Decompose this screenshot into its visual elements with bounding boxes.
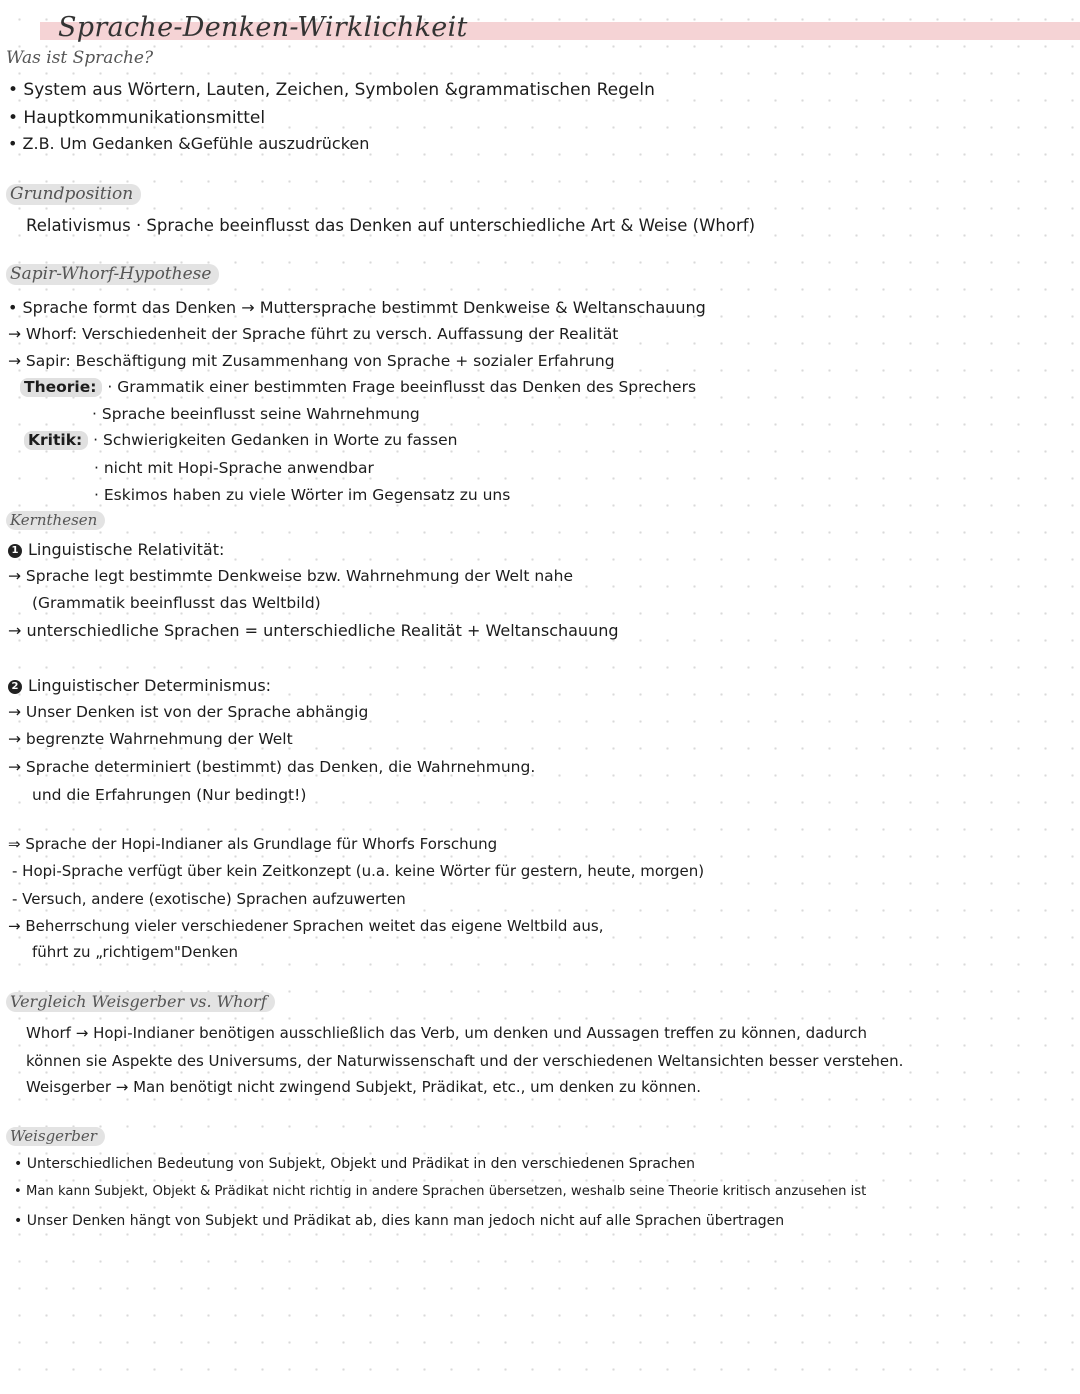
heading-weisgerber: Weisgerber	[6, 1127, 105, 1146]
list-item: • System aus Wörtern, Lauten, Zeichen, Symbolen &grammatischen Regeln	[8, 80, 655, 100]
vergleich-line: Weisgerber → Man benötigt nicht zwingend Subjekt, Prädikat, etc., um denken zu können.	[26, 1078, 701, 1096]
vergleich-line: können sie Aspekte des Universums, der Naturwissenschaft und der verschiedenen Weltansichten besser verstehen.	[26, 1052, 904, 1070]
hopi-line: → Beherrschung vieler verschiedener Sprachen weitet das eigene Weltbild aus,	[8, 917, 604, 935]
thesis-line: und die Erfahrungen (Nur bedingt!)	[32, 786, 307, 804]
list-item: • Z.B. Um Gedanken &Gefühle auszudrücken	[8, 134, 370, 153]
weisgerber-line: • Man kann Subjekt, Objekt & Prädikat nicht richtig in andere Sprachen übersetzen, weshalb seine Theorie kritisch anzusehen ist	[14, 1184, 867, 1199]
heading-vergleich: Vergleich Weisgerber vs. Whorf	[6, 992, 275, 1012]
thesis-line: (Grammatik beeinflusst das Weltbild)	[32, 594, 321, 612]
hopi-line: - Versuch, andere (exotische) Sprachen aufzuwerten	[12, 890, 406, 908]
kritik-line: · Schwierigkeiten Gedanken in Worte zu fassen	[93, 431, 458, 449]
grundposition-text: Relativismus · Sprache beeinflusst das Denken auf unterschiedliche Art & Weise (Whorf)	[26, 216, 756, 235]
theorie-tag: Theorie:	[20, 378, 102, 397]
hopi-line: ⇒ Sprache der Hopi-Indianer als Grundlage für Whorfs Forschung	[8, 835, 498, 853]
heading-grundposition: Grundposition	[6, 184, 141, 205]
theorie-line: · Grammatik einer bestimmten Frage beeinflusst das Denken des Sprechers	[107, 378, 697, 396]
theorie-line: · Sprache beeinflusst seine Wahrnehmung	[92, 405, 420, 423]
hopi-line: führt zu „richtigem"Denken	[32, 943, 239, 961]
number-badge: 2	[8, 680, 22, 694]
list-item: • Sprache formt das Denken → Muttersprache bestimmt Denkweise & Weltanschauung	[8, 298, 706, 317]
vergleich-line: Whorf → Hopi-Indianer benötigen ausschließlich das Verb, um denken und Aussagen treffen zu können, dadurch	[26, 1024, 868, 1042]
thesis-title: Linguistischer Determinismus:	[28, 676, 272, 695]
thesis-line: → unterschiedliche Sprachen = unterschiedliche Realität + Weltanschauung	[8, 621, 619, 640]
heading-kernthesen: Kernthesen	[6, 511, 105, 530]
heading-was-ist-sprache: Was ist Sprache?	[6, 48, 154, 68]
list-item: • Hauptkommunikationsmittel	[8, 108, 266, 128]
thesis-line: → Unser Denken ist von der Sprache abhängig	[8, 703, 369, 721]
kritik-line: · Eskimos haben zu viele Wörter im Gegensatz zu uns	[94, 486, 511, 504]
kritik-tag: Kritik:	[24, 431, 88, 450]
hopi-line: - Hopi-Sprache verfügt über kein Zeitkonzept (u.a. keine Wörter für gestern, heute, morgen)	[12, 862, 705, 880]
page-title: Sprache-Denken-Wirklichkeit	[58, 12, 468, 43]
weisgerber-line: • Unterschiedlichen Bedeutung von Subjekt, Objekt und Prädikat in den verschiedenen Sprachen	[14, 1156, 695, 1172]
kritik-line: · nicht mit Hopi-Sprache anwendbar	[94, 459, 374, 477]
number-badge: 1	[8, 544, 22, 558]
thesis-line: → Sprache determiniert (bestimmt) das Denken, die Wahrnehmung.	[8, 758, 536, 776]
thesis-line: → begrenzte Wahrnehmung der Welt	[8, 730, 293, 748]
heading-sapir-whorf: Sapir-Whorf-Hypothese	[6, 264, 219, 285]
weisgerber-line: • Unser Denken hängt von Subjekt und Prädikat ab, dies kann man jedoch nicht auf alle Sprachen übertragen	[14, 1213, 785, 1229]
list-item: → Whorf: Verschiedenheit der Sprache führt zu versch. Auffassung der Realität	[8, 325, 619, 343]
thesis-title: Linguistische Relativität:	[28, 540, 225, 559]
list-item: → Sapir: Beschäftigung mit Zusammenhang von Sprache + sozialer Erfahrung	[8, 352, 615, 370]
thesis-line: → Sprache legt bestimmte Denkweise bzw. Wahrnehmung der Welt nahe	[8, 567, 574, 585]
